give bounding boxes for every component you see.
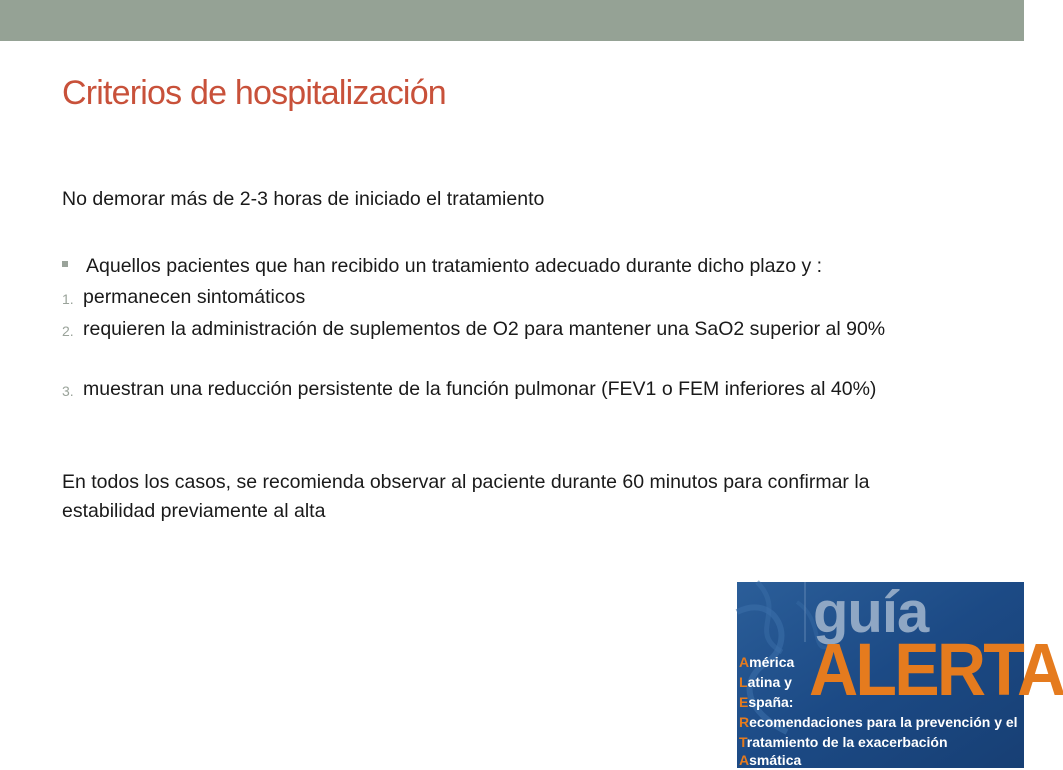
slide-title: Criterios de hospitalización <box>62 74 446 112</box>
acronym-line: Latina y <box>739 674 792 690</box>
guia-word: guía <box>813 580 929 645</box>
numbered-item-2 <box>62 315 962 346</box>
acronym-line: Tratamiento de la exacerbación <box>739 734 948 750</box>
acronym-line: Asmática <box>739 752 802 768</box>
square-bullet-icon <box>62 261 68 267</box>
top-bar <box>0 0 1024 41</box>
intro-text: No demorar más de 2-3 horas de iniciado el tratamiento <box>62 188 545 210</box>
item-text: permanecen sintomáticos <box>83 286 306 308</box>
acronym-line: España: <box>739 694 794 710</box>
bullet-text: Aquellos pacientes que han recibido un tratamiento adecuado durante dicho plazo y : <box>86 255 823 277</box>
item-text: requieren la administración de suplementos de O2 para mantener una SaO2 superior al 90% <box>83 318 886 340</box>
item-number: 3. <box>62 383 74 399</box>
bullet-item <box>62 252 962 281</box>
numbered-item-1 <box>62 283 962 314</box>
item-number: 1. <box>62 291 74 307</box>
item-text: muestran una reducción persistente de la función pulmonar (FEV1 o FEM inferiores al 40%) <box>83 378 877 400</box>
closing-text: En todos los casos, se recomienda observar al paciente durante 60 minutos para confirmar la estabilidad previamente al alta <box>62 471 870 522</box>
guia-alerta-cover-image <box>737 580 1063 768</box>
acronym-line: Recomendaciones para la prevención y el <box>739 714 1018 730</box>
item-number: 2. <box>62 323 74 339</box>
numbered-item-3 <box>62 375 962 406</box>
alerta-word: ALERTA <box>809 628 1063 711</box>
acronym-line: América <box>739 654 795 670</box>
